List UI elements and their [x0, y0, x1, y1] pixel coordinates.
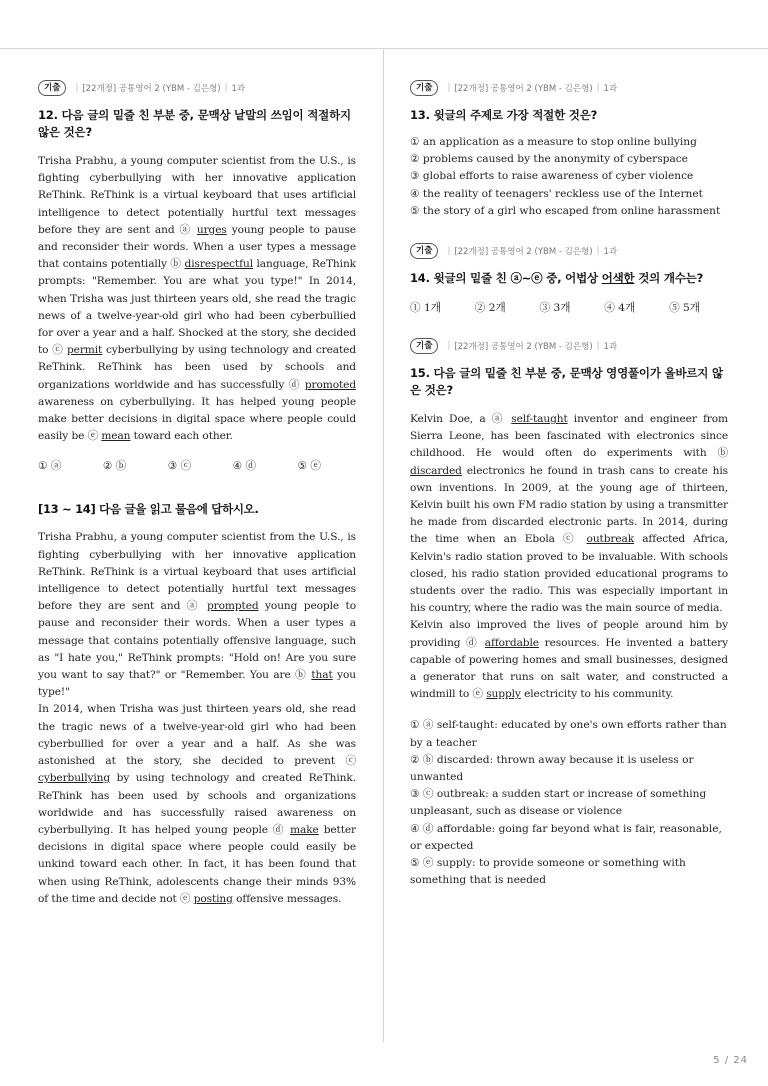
q15-lesson: 1과: [603, 342, 618, 353]
q14-option[interactable]: ④ 4개: [604, 302, 636, 315]
underlined-word: supply: [486, 688, 521, 701]
q12-badge: 기출: [38, 80, 66, 96]
column-divider: [383, 48, 384, 1042]
q15-option[interactable]: ④ ⓓ affordable: going far beyond what is fair, reasonable, or expected: [410, 822, 722, 852]
passage-text: cyberbullying by using technology and created ReThink. ReThink has been used by schools and organizations worldwide and has successfully ⓓ: [38, 344, 357, 391]
passage-text: electricity to his community.: [520, 688, 674, 701]
q14-badge: 기출: [410, 243, 438, 259]
q15-option[interactable]: ③ ⓒ outbreak: a sudden start or increase of something unpleasant, such as disease or violence: [410, 788, 707, 818]
right-column: [410, 79, 728, 890]
q12-options: [38, 458, 321, 473]
q15-option[interactable]: ⑤ ⓔ supply: to provide someone or something with something that is needed: [410, 857, 686, 887]
passage-text: electronics he found in trash cans to create his own inventions. In 2009, at the young age of thirteen, Kelvin built his own FM radio station by using a transmitter he made from discarded electronic parts. In 2014, during the time when an Ebola ⓒ: [410, 464, 728, 546]
page-number: 5 / 24: [713, 1055, 748, 1066]
passage-text: affected Africa, Kelvin's radio station proved to be invaluable. With schools closed, his radio station provided educational programs to students over the radio. This was especially important in his country, where the radio was the main source of media.: [410, 533, 728, 615]
passage-text: toward each other.: [130, 430, 233, 443]
q15-options: [410, 717, 728, 889]
q15-tagline: 기출 | [22개정] 공통영어 2 (YBM - 김은형) | 1과: [410, 337, 728, 355]
q13-lesson: 1과: [603, 84, 618, 94]
underlined-word: promoted: [304, 378, 356, 391]
passage-text: young people to pause and reconsider their words. When a user types a message that contains potentially ⓑ: [38, 223, 356, 271]
left-column: [38, 79, 356, 908]
passage-text: In 2014, when Trisha was just thirteen years old, she read the tragic news of a twelve-year-old girl who had been cyberbullied for over a year and a half. As she was astonished at the story, she decided to prevent ⓒ: [38, 703, 356, 768]
q13-option[interactable]: ② problems caused by the anonymity of cyberspace: [410, 153, 688, 166]
q13-badge: 기출: [410, 80, 438, 96]
q15-passage: [410, 411, 728, 703]
q13-tagline: 기출 | [22개정] 공통영어 2 (YBM - 김은형) | 1과: [410, 79, 728, 97]
q14-lesson: 1과: [603, 247, 618, 258]
section-13-14-passage: [38, 529, 356, 907]
underlined-word: that: [311, 669, 333, 682]
passage-text: resources. He invented a battery capable of powering homes and small businesses, designed a generator that runs on salt water, and constructed a windmill to ⓔ: [410, 636, 729, 701]
q15-option[interactable]: ② ⓑ discarded: thrown away because it is useless or unwanted: [410, 753, 694, 784]
passage-text: young people to pause and reconsider their words. When a user types a message that contains potentially offensive language, such as "I hate you," ReThink prompts: "Hold on! Are you sure you want to say that?" or "Remember. You are ⓑ: [38, 600, 356, 682]
q14-options: [410, 300, 700, 315]
q12-option[interactable]: ① ⓐ: [38, 460, 62, 473]
q15-source: [22개정] 공통영어 2 (YBM - 김은형): [454, 342, 593, 353]
underlined-word: permit: [66, 344, 103, 357]
q14-title-pre: 14. 윗글의 밑줄 친 ⓐ~ⓔ 중, 어법상: [410, 271, 602, 286]
underlined-word: discarded: [410, 464, 462, 477]
underlined-word: outbreak: [586, 533, 635, 546]
passage-text: Kelvin also improved the lives of people around him by providing ⓓ: [410, 619, 728, 649]
q15-title: 15. 다음 글의 밑줄 친 부분 중, 문맥상 영영풀이가 올바르지 않은 것은?: [410, 366, 723, 398]
q12-option[interactable]: ② ⓑ: [102, 460, 127, 473]
passage-text: offensive messages.: [232, 892, 342, 905]
q13-option[interactable]: ① an application as a measure to stop online bullying: [410, 136, 697, 148]
q12-lesson: 1과: [231, 84, 246, 94]
passage-text: awareness on cyberbullying. It has helped young people make better decisions in digital space where people could easily be ⓔ: [38, 395, 356, 443]
passage-text: better decisions in digital space where people could easily be unkind toward each other. In fact, it has been found that when using ReThink, adolescents change their minds 93% of the time and decide not ⓔ: [38, 823, 356, 905]
q12-passage: [38, 153, 356, 445]
q13-options: [410, 134, 728, 220]
section-13-14-title: [13 ~ 14] 다음 글을 읽고 물음에 답하시오.: [38, 502, 259, 517]
q15-badge: 기출: [410, 338, 438, 354]
q12-option[interactable]: ⑤ ⓔ: [297, 460, 321, 473]
passage-text: inventor and engineer from Sierra Leone, has been fascinated with electronics since childhood. He would often do experiments with ⓑ: [410, 413, 728, 460]
q14-title-post: 것의 개수는?: [634, 271, 704, 286]
q13-option[interactable]: ③ global efforts to raise awareness of cyber violence: [410, 170, 694, 183]
underlined-word: prompted: [206, 600, 259, 613]
q12-option[interactable]: ④ ⓓ: [232, 460, 257, 473]
underlined-word: posting: [193, 892, 233, 905]
q13-option[interactable]: ⑤ the story of a girl who escaped from online harassment: [410, 204, 721, 217]
passage-text: by using technology and created ReThink. ReThink has been used by schools and organizations worldwide and has successfully raised awareness on cyberbullying. It has helped young people ⓓ: [38, 772, 356, 836]
q12-tagline: 기출 | [22개정] 공통영어 2 (YBM - 김은형) | 1과: [38, 79, 356, 97]
underlined-word: disrespectful: [184, 258, 253, 271]
underlined-word: urges: [196, 223, 227, 236]
passage-text: Kelvin Doe, a ⓐ: [410, 413, 512, 426]
passage-text: Trisha Prabhu, a young computer scientist from the U.S., is fighting cyberbullying with her innovative application ReThink. ReThink is a virtual keyboard that uses artificial intelligence to detect potentially hurtful text messages before they are sent and ⓐ: [38, 155, 356, 236]
q14-tagline: 기출 | [22개정] 공통영어 2 (YBM - 김은형) | 1과: [410, 242, 728, 260]
passage-text: Trisha Prabhu, a young computer scientist from the U.S., is fighting cyberbullying with her innovative application ReThink. ReThink is a virtual keyboard that uses artificial intelligence to detect potentially hurtful text messages before they are sent and ⓐ: [38, 531, 356, 613]
q13-option[interactable]: ④ the reality of teenagers' reckless use of the Internet: [410, 187, 703, 200]
header-rule: [0, 48, 768, 49]
q13-source: [22개정] 공통영어 2 (YBM - 김은형): [454, 84, 593, 94]
underlined-word: make: [290, 823, 319, 836]
underlined-word: affordable: [484, 636, 539, 649]
q15-option[interactable]: ① ⓐ self-taught: educated by one's own efforts rather than by a teacher: [410, 719, 727, 749]
q12-option[interactable]: ③ ⓒ: [167, 460, 192, 473]
underlined-word: self-taught: [511, 413, 568, 426]
q14-option[interactable]: ② 2개: [474, 302, 506, 315]
q14-title-underlined: 어색한: [601, 271, 635, 286]
underlined-word: cyberbullying: [38, 772, 111, 785]
underlined-word: mean: [101, 430, 131, 443]
q14-option[interactable]: ① 1개: [410, 302, 441, 315]
q13-title: 13. 윗글의 주제로 가장 적절한 것은?: [410, 108, 598, 122]
q12-source: [22개정] 공통영어 2 (YBM - 김은형): [82, 84, 221, 94]
q14-title: [410, 270, 728, 287]
passage-text: you type!": [38, 669, 356, 699]
q12-title: 12. 다음 글의 밑줄 친 부분 중, 문맥상 낱말의 쓰임이 적절하지 않은 것은?: [38, 108, 351, 139]
q14-option[interactable]: ⑤ 5개: [669, 302, 700, 315]
q14-option[interactable]: ③ 3개: [539, 302, 571, 315]
passage-text: language, ReThink prompts: "Remember. You are what you type!" In 2014, when Trisha was just thirteen years old, she read the tragic news of a twelve-year-old girl who had been cyberbullied for over a year and a half. Shocked at the story, she decided to ⓒ: [38, 258, 356, 357]
q14-source: [22개정] 공통영어 2 (YBM - 김은형): [454, 247, 593, 258]
